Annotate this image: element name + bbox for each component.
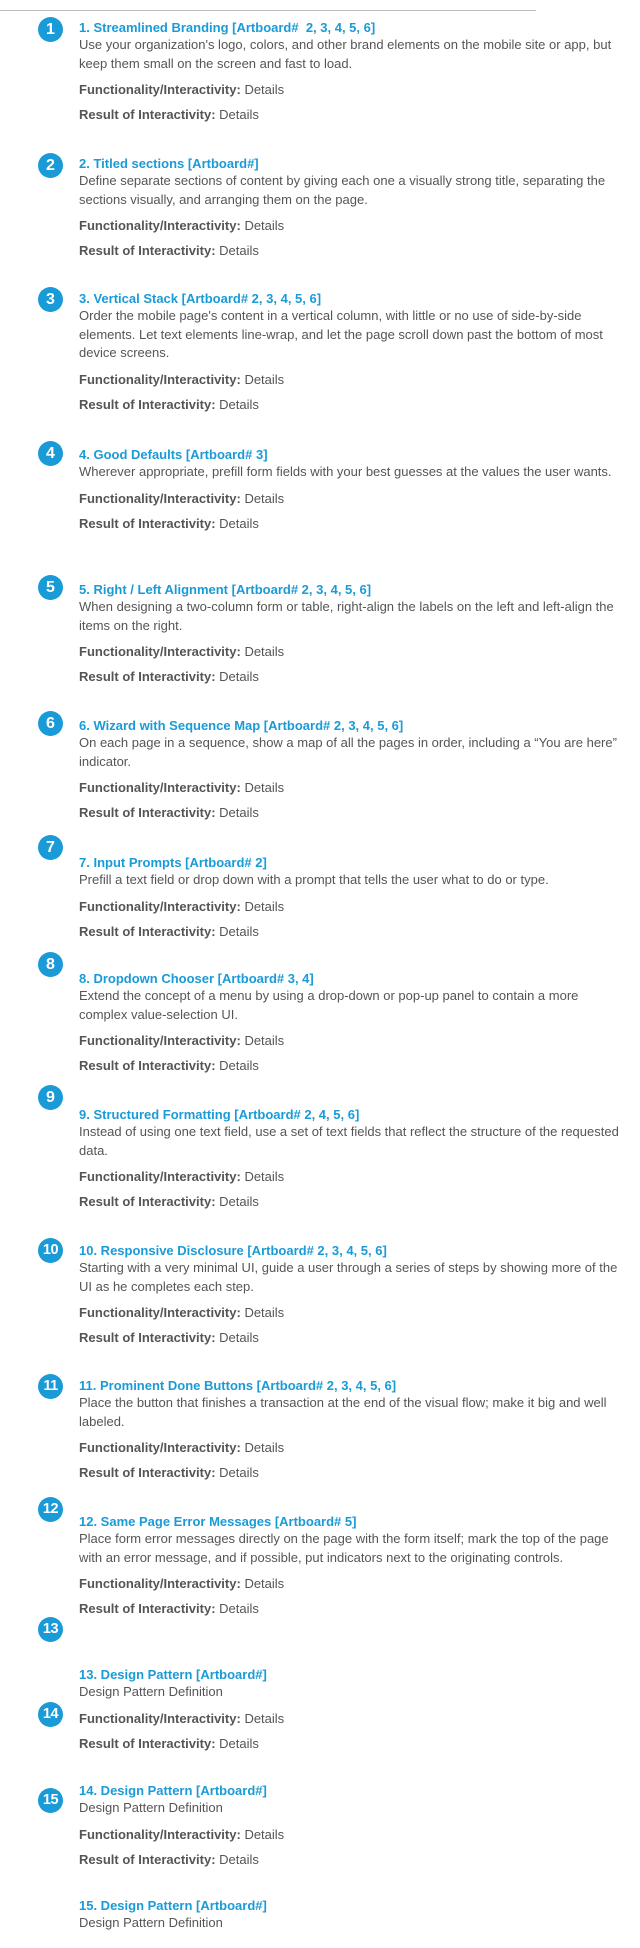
result-label: Result of Interactivity:	[79, 1601, 216, 1616]
section-title: 1. Streamlined Branding [Artboard# 2, 3, 4, 5, 6]	[79, 20, 376, 35]
result-label: Result of Interactivity:	[79, 1194, 216, 1209]
result-row	[79, 1601, 624, 1617]
functionality-row	[79, 1576, 624, 1592]
result-row	[79, 1736, 624, 1752]
result-label: Result of Interactivity:	[79, 669, 216, 684]
result-value: Details	[219, 1330, 259, 1345]
section-description: When designing a two-column form or table, right-align the labels on the left and left-align the items on the right.	[79, 599, 614, 633]
pattern-section-14	[79, 1783, 624, 1868]
result-label: Result of Interactivity:	[79, 805, 216, 820]
section-description: Design Pattern Definition	[79, 1915, 223, 1930]
functionality-value: Details	[244, 898, 285, 914]
result-row	[79, 669, 624, 685]
functionality-label: Functionality/Interactivity:	[79, 1576, 241, 1591]
result-row	[79, 1465, 624, 1481]
result-value: Details	[219, 515, 259, 531]
pattern-section-12	[79, 1514, 624, 1617]
result-value: Details	[219, 107, 259, 122]
section-title: 4. Good Defaults [Artboard# 3]	[79, 447, 268, 462]
result-row	[79, 516, 624, 532]
step-badge-10: 10	[38, 1238, 63, 1263]
step-badge-14: 14	[38, 1702, 63, 1727]
section-description: Place the button that finishes a transaction at the end of the visual flow; make it big and well labeled.	[79, 1395, 607, 1429]
result-label: Result of Interactivity:	[79, 1851, 216, 1867]
section-title: 7. Input Prompts [Artboard# 2]	[79, 855, 267, 870]
result-label: Result of Interactivity:	[79, 515, 216, 531]
step-badge-12: 12	[38, 1497, 63, 1522]
functionality-label: Functionality/Interactivity:	[79, 1826, 241, 1842]
functionality-row	[79, 1827, 624, 1843]
result-label: Result of Interactivity:	[79, 243, 216, 258]
pattern-section-15	[79, 1898, 624, 1933]
section-description: Order the mobile page's content in a vertical column, with little or no use of side-by-side elements. Let text elements line-wrap, and let the page scroll down past the bottom of most device screens.	[79, 308, 603, 360]
section-title: 9. Structured Formatting [Artboard# 2, 4, 5, 6]	[79, 1107, 360, 1122]
functionality-label: Functionality/Interactivity:	[79, 490, 241, 506]
result-row	[79, 805, 624, 821]
result-row	[79, 1194, 624, 1210]
result-value: Details	[219, 923, 259, 939]
functionality-value: Details	[244, 1576, 285, 1591]
pattern-section-2	[79, 156, 624, 259]
functionality-value: Details	[244, 780, 285, 795]
section-title: 6. Wizard with Sequence Map [Artboard# 2, 3, 4, 5, 6]	[79, 718, 404, 733]
functionality-row	[79, 372, 624, 388]
result-label: Result of Interactivity:	[79, 1465, 216, 1480]
functionality-value: Details	[244, 218, 285, 233]
result-value: Details	[219, 1194, 259, 1209]
step-badge-1: 1	[38, 17, 63, 42]
functionality-label: Functionality/Interactivity:	[79, 218, 241, 233]
functionality-row	[79, 1305, 624, 1321]
functionality-label: Functionality/Interactivity:	[79, 644, 241, 659]
section-title: 14. Design Pattern [Artboard#]	[79, 1783, 267, 1798]
functionality-label: Functionality/Interactivity:	[79, 1033, 241, 1048]
step-badge-8: 8	[38, 952, 63, 977]
section-title: 3. Vertical Stack [Artboard# 2, 3, 4, 5, 6]	[79, 291, 322, 306]
step-badge-9: 9	[38, 1085, 63, 1110]
section-description: Place form error messages directly on the page with the form itself; mark the top of the page with an error message, and if possible, put indicators next to the originating controls.	[79, 1531, 609, 1565]
step-badge-15: 15	[38, 1788, 63, 1813]
result-value: Details	[219, 1851, 259, 1867]
pattern-section-3	[79, 291, 624, 413]
functionality-row	[79, 491, 624, 507]
functionality-label: Functionality/Interactivity:	[79, 1710, 241, 1726]
result-value: Details	[219, 243, 259, 258]
functionality-value: Details	[244, 490, 285, 506]
functionality-row	[79, 899, 624, 915]
pattern-section-1	[79, 20, 624, 123]
functionality-value: Details	[244, 1440, 285, 1455]
functionality-value: Details	[244, 1826, 285, 1842]
section-description: Use your organization's logo, colors, and other brand elements on the mobile site or app, but keep them small on the screen and fast to load.	[79, 37, 612, 71]
section-title: 8. Dropdown Chooser [Artboard# 3, 4]	[79, 971, 314, 986]
pattern-section-8	[79, 971, 624, 1074]
result-row	[79, 1058, 624, 1074]
pattern-section-11	[79, 1378, 624, 1481]
functionality-value: Details	[244, 644, 285, 659]
section-description: Wherever appropriate, prefill form fields with your best guesses at the values the user wants.	[79, 464, 612, 479]
section-title: 11. Prominent Done Buttons [Artboard# 2, 3, 4, 5, 6]	[79, 1378, 397, 1393]
functionality-row	[79, 1711, 624, 1727]
section-title: 2. Titled sections [Artboard#]	[79, 156, 259, 171]
pattern-section-10	[79, 1243, 624, 1346]
result-row	[79, 1330, 624, 1346]
result-value: Details	[219, 396, 259, 412]
section-title: 13. Design Pattern [Artboard#]	[79, 1667, 267, 1682]
pattern-section-13	[79, 1667, 624, 1752]
section-title: 5. Right / Left Alignment [Artboard# 2, 3, 4, 5, 6]	[79, 582, 372, 597]
result-row	[79, 107, 624, 123]
result-label: Result of Interactivity:	[79, 1735, 216, 1751]
step-badge-5: 5	[38, 575, 63, 600]
result-value: Details	[219, 1601, 259, 1616]
step-badge-4: 4	[38, 441, 63, 466]
result-row	[79, 243, 624, 259]
result-label: Result of Interactivity:	[79, 1330, 216, 1345]
result-row	[79, 397, 624, 413]
result-label: Result of Interactivity:	[79, 1058, 216, 1073]
section-description: On each page in a sequence, show a map of all the pages in order, including a “You are here” indicator.	[79, 735, 617, 769]
pattern-section-7	[79, 855, 624, 940]
functionality-row	[79, 218, 624, 234]
functionality-label: Functionality/Interactivity:	[79, 82, 241, 97]
functionality-row	[79, 780, 624, 796]
functionality-label: Functionality/Interactivity:	[79, 371, 241, 387]
functionality-value: Details	[244, 82, 285, 97]
result-label: Result of Interactivity:	[79, 923, 216, 939]
result-value: Details	[219, 805, 259, 820]
functionality-label: Functionality/Interactivity:	[79, 898, 241, 914]
functionality-row	[79, 82, 624, 98]
functionality-value: Details	[244, 1033, 285, 1048]
step-badge-3: 3	[38, 287, 63, 312]
step-badge-6: 6	[38, 711, 63, 736]
section-description: Starting with a very minimal UI, guide a user through a series of steps by showing more of the UI as he completes each step.	[79, 1260, 618, 1294]
section-title: 10. Responsive Disclosure [Artboard# 2, 3, 4, 5, 6]	[79, 1243, 387, 1258]
section-description: Design Pattern Definition	[79, 1800, 223, 1815]
functionality-row	[79, 1440, 624, 1456]
section-description: Design Pattern Definition	[79, 1684, 223, 1699]
functionality-value: Details	[244, 1305, 285, 1320]
result-label: Result of Interactivity:	[79, 396, 216, 412]
section-description: Prefill a text field or drop down with a prompt that tells the user what to do or type.	[79, 872, 549, 887]
result-value: Details	[219, 1735, 259, 1751]
step-badge-13: 13	[38, 1617, 63, 1642]
pattern-section-6	[79, 718, 624, 821]
section-title: 12. Same Page Error Messages [Artboard# 5]	[79, 1514, 357, 1529]
step-badge-2: 2	[38, 153, 63, 178]
functionality-row	[79, 644, 624, 660]
result-row	[79, 924, 624, 940]
pattern-section-5	[79, 582, 624, 685]
pattern-section-9	[79, 1107, 624, 1210]
result-value: Details	[219, 1465, 259, 1480]
functionality-label: Functionality/Interactivity:	[79, 1440, 241, 1455]
functionality-value: Details	[244, 1710, 285, 1726]
result-row	[79, 1852, 624, 1868]
section-description: Extend the concept of a menu by using a drop-down or pop-up panel to contain a more complex value-selection UI.	[79, 988, 579, 1022]
functionality-value: Details	[244, 1169, 285, 1184]
section-title: 15. Design Pattern [Artboard#]	[79, 1898, 267, 1913]
functionality-value: Details	[244, 371, 285, 387]
top-divider	[0, 10, 536, 11]
section-description: Define separate sections of content by giving each one a visually strong title, separating the sections visually, and arranging them on the page.	[79, 173, 606, 207]
section-description: Instead of using one text field, use a set of text fields that reflect the structure of the requested data.	[79, 1124, 619, 1158]
functionality-label: Functionality/Interactivity:	[79, 1169, 241, 1184]
step-badge-7: 7	[38, 835, 63, 860]
functionality-label: Functionality/Interactivity:	[79, 780, 241, 795]
functionality-row	[79, 1033, 624, 1049]
pattern-section-4	[79, 447, 624, 532]
step-badge-11: 11	[38, 1374, 63, 1399]
functionality-row	[79, 1169, 624, 1185]
result-value: Details	[219, 669, 259, 684]
result-label: Result of Interactivity:	[79, 107, 216, 122]
result-value: Details	[219, 1058, 259, 1073]
functionality-label: Functionality/Interactivity:	[79, 1305, 241, 1320]
